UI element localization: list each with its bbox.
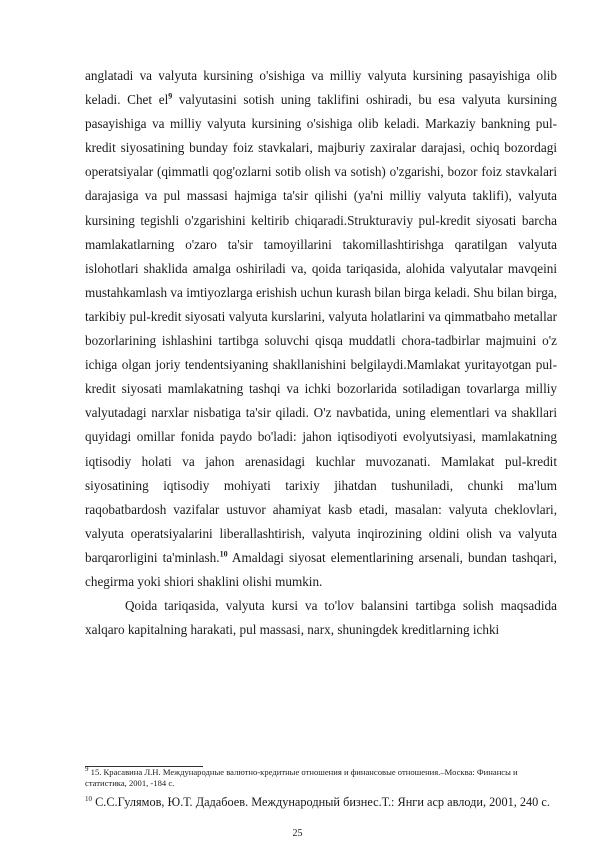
footnote-ref-9[interactable]: 9 <box>168 91 173 101</box>
paragraph-1-text-b: valyutasini sotish uning taklifini oshiradi, bu esa valyuta kursining pasayishiga va milliy valyuta kursining o'sishiga olib keladi. Markaziy bankning pul-kredit siyosatining bunday foiz stavkalari, majburiy zaxiralar darajasi, ochiq bozordagi operatsiyalar (qimmatli qog'ozlarni sotib olish va sotish) o'zgarishi, bozor foiz stavkalari darajasiga va pul massasi hajmiga ta'sir qilishi (ya'ni milliy valyuta taklifi), valyuta kursining tegishli o'zgarishini keltirib chiqaradi.Strukturaviy pul-kredit siyosati barcha mamlakatlarning o'zaro ta'sir tamoyillarini takomillashtirishga qaratilgan valyuta islohotlari shaklida amalga oshiriladi va, qoida tariqasida, alohida valyutalar mavqeini mustahkamlash va imtiyozlarga erishish uchun kurash bilan birga keladi. Shu bilan birga, tarkibiy pul-kredit siyosati valyuta kurslarini, valyuta holatlarini va qimmatbaho metallar bozorlarining ishlashini tartibga soluvchi qisqa muddatli chora-tadbirlar majmuini o'z ichiga olgan joriy tendentsiyaning shakllanishini belgilaydi.Mamlakat yuritayotgan pul-kredit siyosati mamlakatning tashqi va ichki bozorlarida sotiladigan tovarlarga milliy valyutadagi narxlar nisbatiga ta'sir qiladi. O'z navbatida, uning elementlari va shakllari quyidagi omillar fonida paydo bo'ladi: jahon iqtisodiyoti evolyutsiyasi, mamlakatning iqtisodiy holati va jahon arenasidagi kuchlar muvozanati. Mamlakat pul-kredit siyosatining iqtisodiy mohiyati tarixiy jihatdan tushuniladi, chunki ma'lum raqobatbardosh vazifalar ustuvor ahamiyat kasb etadi, masalan: valyuta cheklovlari, valyuta operatsiyalarini liberallashtirish, valyuta inqirozining oldini olish va valyuta barqarorligini ta'minlash. <box>85 92 557 565</box>
paragraph-1-text-c: Amaldagi siyosat elementlarining arsenali, bundan tashqari, chegirma yoki shiori shaklini olishi mumkin. <box>85 549 557 589</box>
footnote-9 <box>85 767 557 789</box>
paragraph-2: Qoida tariqasida, valyuta kursi va to'lov balansini tartibga solish maqsadida xalqaro kapitalning harakati, pul massasi, narx, shuningdek kreditlarning ichki <box>85 598 557 638</box>
footnote-10-mark: 10 <box>85 794 92 803</box>
paragraph-1 <box>85 64 557 594</box>
body-text <box>85 64 557 642</box>
paragraph-1-text-a: anglatadi va valyuta kursining o'sishiga va milliy valyuta kursining pasayishiga olib keladi. Chet el <box>85 68 557 108</box>
footnote-9-text: 15. Красавина Л.Н. Международные валютно-кредитные отношения и финансовые отношения.–Москва: Финансы и статистика, 2001, -184 с. <box>85 767 518 788</box>
footnote-9-mark: 9 <box>85 765 89 774</box>
footnote-10 <box>85 792 557 812</box>
footnote-10-text: С.С.Гулямов, Ю.Т. Дадабоев. Международный бизнес.Т.: Янги аср авлоди, 2001, 240 с. <box>92 795 550 809</box>
page-number: 25 <box>292 828 303 839</box>
footnote-ref-10[interactable]: 10 <box>219 549 228 559</box>
